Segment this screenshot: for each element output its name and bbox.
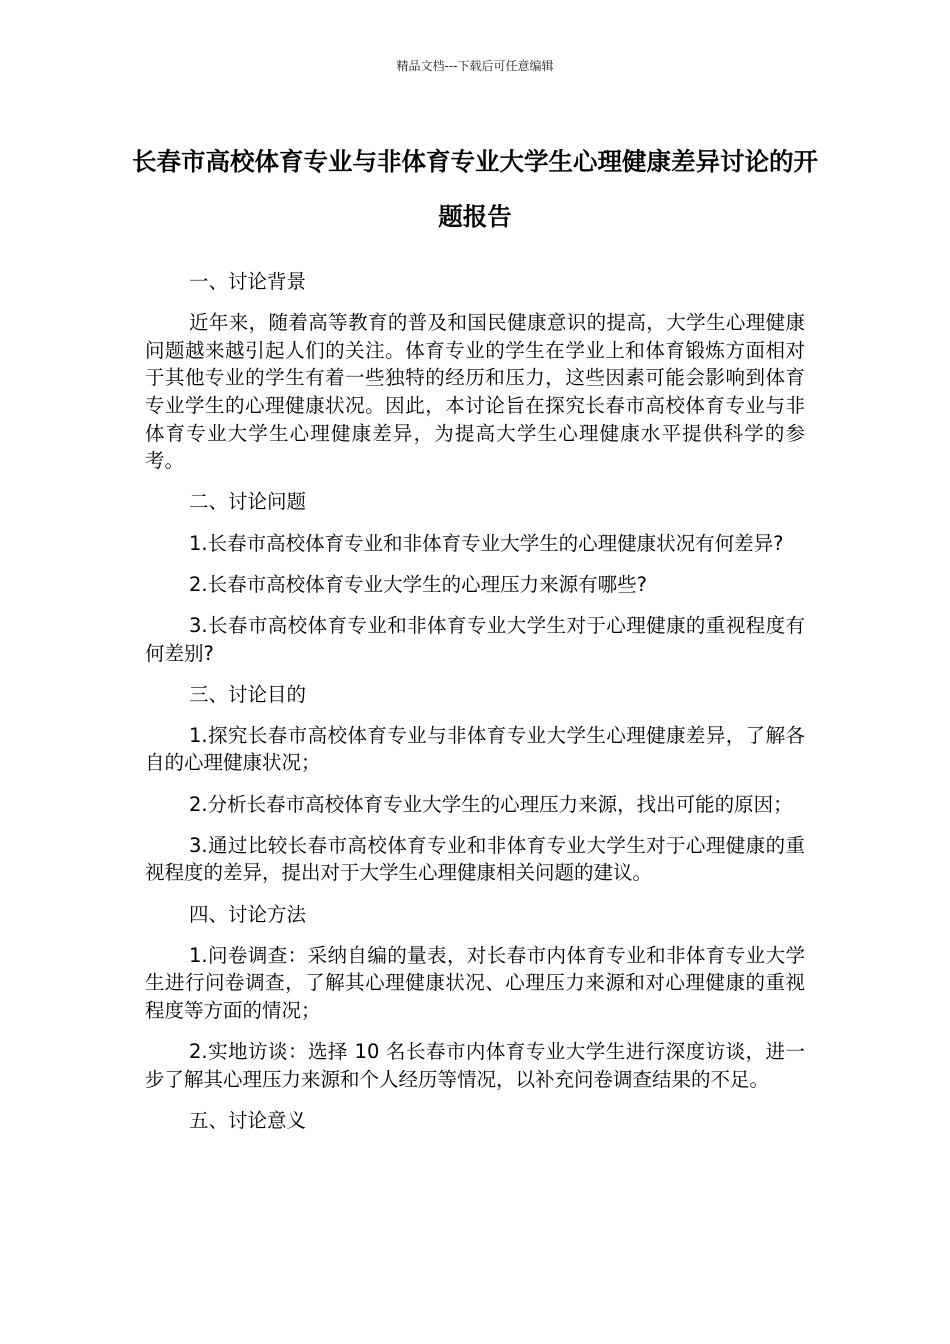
section-heading-significance: 五、讨论意义 [189,1108,307,1132]
purpose-item-3: 3.通过比较长春市高校体育专业和非体育专业大学生对于心理健康的重视程度的差异，提出对于大学生心理健康相关问题的建议。 [145,833,805,885]
question-item-2: 2.长春市高校体育专业大学生的心理压力来源有哪些? [189,572,647,596]
section-heading-questions: 二、讨论问题 [189,490,307,514]
purpose-item-2: 2.分析长春市高校体育专业大学生的心理压力来源，找出可能的原因； [189,792,793,816]
document-body [145,268,805,1148]
watermark-text: 精品文档---下载后可任意编辑 [396,59,554,73]
section-heading-purpose: 三、讨论目的 [189,682,307,706]
section-heading-background: 一、讨论背景 [189,270,307,293]
document-title: 长春市高校体育专业与非体育专业大学生心理健康差异讨论的开题报告 [132,147,818,231]
question-item-1: 1.长春市高校体育专业和非体育专业大学生的心理健康状况有何差异? [189,531,784,555]
method-item-2: 2.实地访谈：选择 10 名长春市内体育专业大学生进行深度访谈，进一步了解其心理压力来源和个人经历等情况，以补充问卷调查结果的不足。 [145,1040,805,1091]
question-item-3: 3.长春市高校体育专业和非体育专业大学生对于心理健康的重视程度有何差别? [145,613,805,665]
method-item-1: 1.问卷调查：采纳自编的量表，对长春市内体育专业和非体育专业大学生进行问卷调查，了解其心理健康状况、心理压力来源和对心理健康的重视程度等方面的情况； [145,943,805,1022]
section-heading-methods: 四、讨论方法 [189,902,307,926]
purpose-item-1: 1.探究长春市高校体育专业与非体育专业大学生心理健康差异，了解各自的心理健康状况； [145,723,805,775]
paragraph-background: 近年来，随着高等教育的普及和国民健康意识的提高，大学生心理健康问题越来越引起人们的关注。体育专业的学生在学业上和体育锻炼方面相对于其他专业的学生有着一些独特的经历和压力，这些因素可能会影响到体育专业学生的心理健康状况。因此，本讨论旨在探究长春市高校体育专业与非体育专业大学生心理健康差异，为提高大学生心理健康水平提供科学的参考。 [145,311,805,473]
